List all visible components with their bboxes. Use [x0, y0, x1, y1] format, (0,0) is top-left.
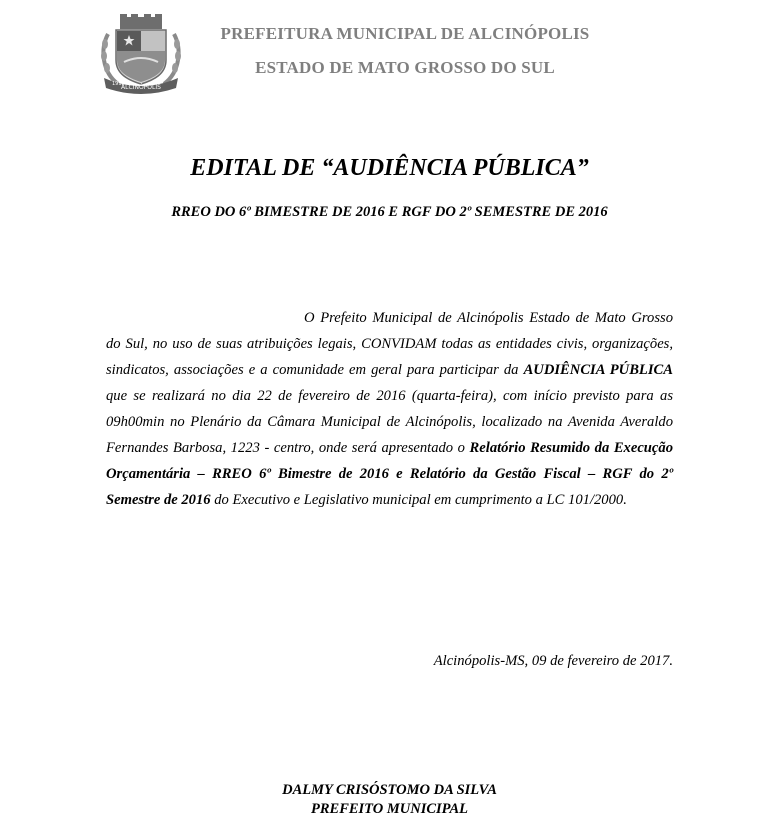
header-municipality: PREFEITURA MUNICIPAL DE ALCINÓPOLIS	[220, 24, 590, 43]
date-line: Alcinópolis-MS, 09 de fevereiro de 2017.	[433, 653, 673, 669]
body-paragraph	[106, 305, 673, 513]
document-subtitle: RREO DO 6º BIMESTRE DE 2016 E RGF DO 2º SEMESTRE DE 2016	[171, 204, 608, 220]
svg-text:ALCINÓPOLIS: ALCINÓPOLIS	[121, 84, 161, 91]
body-text-part3: do Executivo e Legislativo municipal em cumprimento a LC 101/2000.	[210, 492, 627, 508]
header-state: ESTADO DE MATO GROSSO DO SUL	[255, 58, 555, 77]
signature-title: PREFEITO MUNICIPAL	[311, 801, 468, 817]
signature-name: DALMY CRISÓSTOMO DA SILVA	[282, 782, 497, 798]
municipal-coat-of-arms-icon	[98, 14, 184, 94]
body-text-part1: O Prefeito Municipal de Alcinópolis Estado de Mato Grosso do Sul, no uso de suas atribuições legais, CONVIDAM todas as entidades civis, organizações, sindicatos, associações e a comunidade em geral para participar da	[106, 310, 673, 378]
svg-text:1992: 1992	[112, 81, 125, 87]
body-bold-audiencia: AUDIÊNCIA PÚBLICA	[523, 362, 673, 378]
document-title: EDITAL DE “AUDIÊNCIA PÚBLICA”	[190, 155, 589, 181]
body-bold-relatorio: Relatório Resumido da Execução Orçamentária – RREO 6º Bimestre de 2016 e Relatório da Gestão Fiscal – RGF do 2º Semestre de 2016	[106, 440, 673, 508]
body-text-part2: que se realizará no dia 22 de fevereiro de 2016 (quarta-feira), com início previsto para as 09h00min no Plenário da Câmara Municipal de Alcinópolis, localizado na Avenida Averaldo Fernandes Barbosa, 1223 - centro, onde será apresentado o	[106, 388, 673, 456]
